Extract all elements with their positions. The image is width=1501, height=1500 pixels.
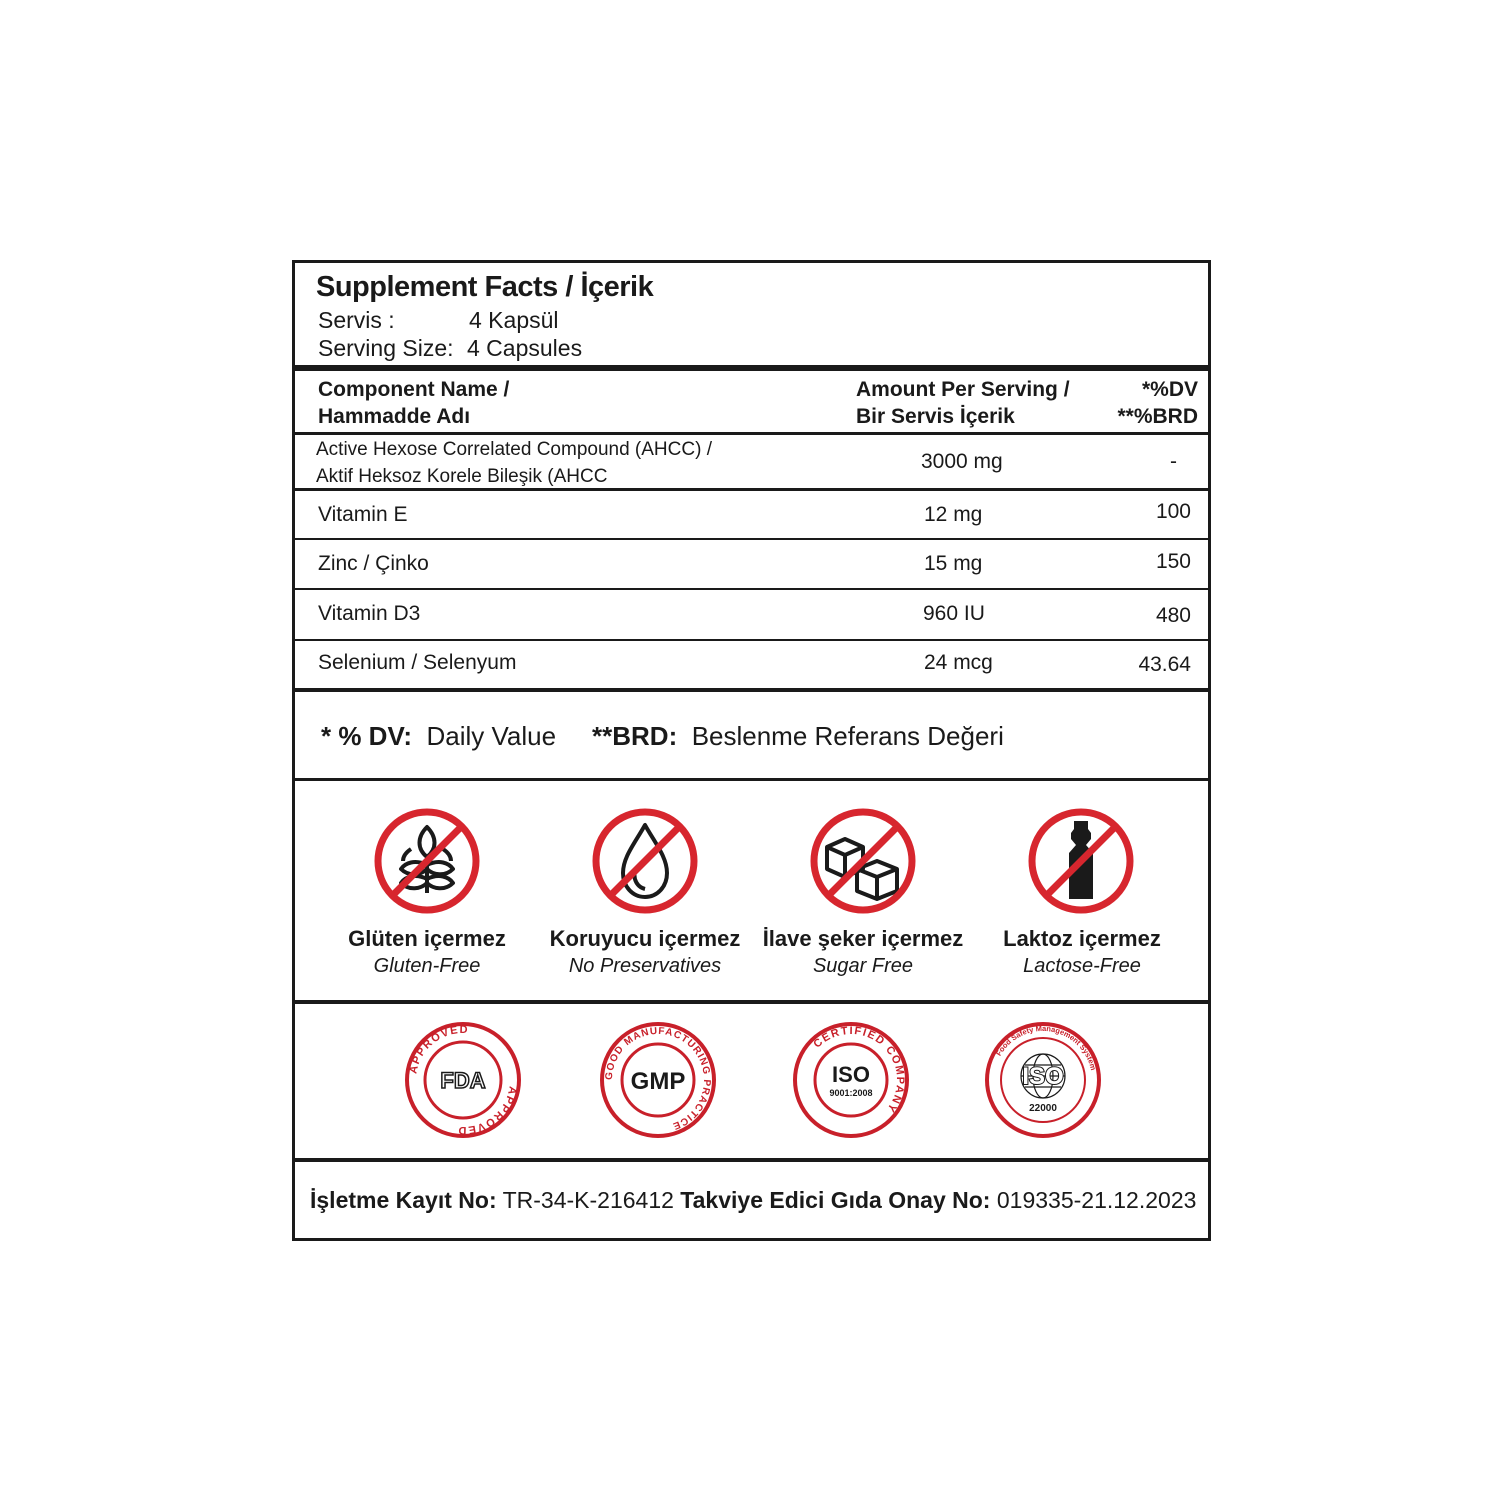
iso-22000-seal [983,1020,1103,1140]
no-gluten-icon [371,805,483,917]
fda-ring-text: APPROVED [407,1023,470,1075]
divider [295,1158,1208,1162]
table-row-name: Vitamin E [318,503,408,526]
col-header-name: Component Name / Hammadde Adı [318,378,510,428]
table-row-amount: 15 mg [924,552,983,575]
dv-legend: * % DV: Daily Value [321,721,557,751]
gmp-seal [598,1020,718,1140]
divider [295,432,1208,435]
badge-subtitle: Lactose-Free [1023,955,1141,977]
col-header-amount: Amount Per Serving / Bir Servis İçerik [856,378,1070,428]
gmp-logo-text: GMP [630,1068,686,1095]
table-row-amount: 12 mg [924,503,983,526]
registration-info: İşletme Kayıt No: TR-34-K-216412 Takviye Edici Gıda Onay No: 019335-21.12.2023 [310,1187,1197,1213]
iso22000-standard-text: 22000 [1029,1103,1057,1114]
table-row-amount: 3000 mg [921,450,1003,473]
fda-logo-text: FDA [440,1068,486,1093]
label-title: Supplement Facts / İçerik [316,271,654,303]
supplement-facts-label [292,260,1211,1241]
divider [295,778,1208,781]
col-header-dv: *%DV **%BRD [1117,378,1198,428]
table-row-name: Active Hexose Correlated Compound (AHCC) / Aktif Heksoz Korele Bileşik (AHCC [316,439,712,487]
iso-9001-seal [791,1020,911,1140]
table-row-dv: 100 [1155,500,1191,523]
no-preservatives-icon [589,805,701,917]
table-row-dv: 43.64 [1138,653,1191,676]
badge-title: Glüten içermez [348,926,506,951]
divider [295,688,1208,692]
iso-logo-text: ISO [832,1062,870,1087]
divider [295,1000,1208,1004]
divider [295,365,1208,371]
table-row-dv: 150 [1155,550,1191,573]
iso22000-logo-text: ISO [1022,1063,1064,1090]
badge-subtitle: Sugar Free [812,955,914,977]
serving-size-label: Serving Size: [318,335,454,361]
no-lactose-icon [1025,805,1137,917]
servis-label: Servis : [318,307,395,333]
divider [295,588,1208,590]
table-row-name: Vitamin D3 [318,602,421,625]
table-row-dv: - [1170,450,1177,473]
badge-subtitle: Gluten-Free [373,955,481,977]
no-sugar-icon [807,805,919,917]
table-row-name: Selenium / Selenyum [318,651,517,674]
divider [295,538,1208,540]
gmp-ring-text: GOOD MANUFACTURING PRACTICE [603,1025,713,1132]
badge-title: Koruyucu içermez [549,926,741,951]
fda-ring-text: APPROVED [456,1085,519,1137]
iso-ring-text: CERTIFIED COMPANY [811,1024,907,1116]
table-row-name: Zinc / Çinko [318,552,429,575]
iso22000-ring-text: Food Safety Management System [994,1023,1099,1072]
brd-legend: **BRD: Beslenme Referans Değeri [592,721,1004,751]
badge-title: Laktoz içermez [1003,926,1161,951]
table-row-amount: 960 IU [923,602,985,625]
table-row-amount: 24 mcg [924,651,993,674]
divider [295,639,1208,641]
fda-approved-seal [403,1020,523,1140]
serving-size-value: 4 Capsules [467,335,583,361]
servis-value: 4 Kapsül [469,307,559,333]
table-row-dv: 480 [1155,604,1191,627]
iso-standard-text: 9001:2008 [829,1088,873,1098]
badge-subtitle: No Preservatives [568,955,722,977]
divider [295,488,1208,491]
badge-title: İlave şeker içermez [762,926,964,951]
